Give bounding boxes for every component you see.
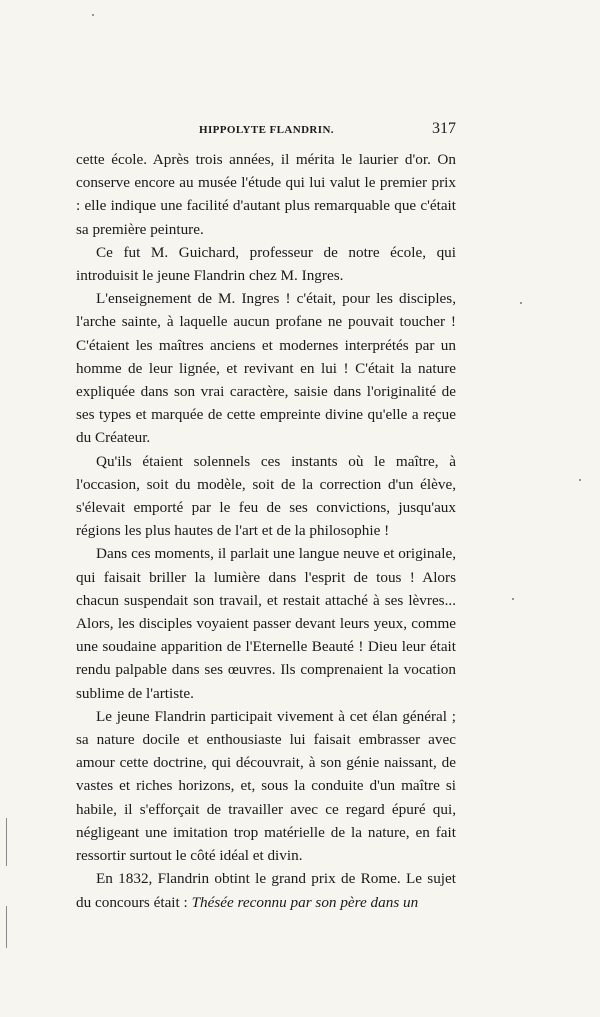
body-text <box>76 148 456 914</box>
page-number: 317 <box>432 120 456 137</box>
scan-speck <box>579 479 581 481</box>
page-header <box>76 120 456 144</box>
paragraph: Qu'ils étaient solennels ces instants où le maître, à l'occasion, soit du modèle, soit de la correction d'un élève, s'élevait emporté par le feu de ses convictions, jusqu'aux régions les plus hautes de l'art et de la philosophie ! <box>76 452 456 540</box>
scan-speck <box>520 302 522 304</box>
paragraph: L'enseignement de M. Ingres ! c'était, pour les disciples, l'arche sainte, à laquelle aucun profane ne pouvait toucher ! C'étaient les maîtres anciens et modernes interprétés par un homme de leur lignée, et revivant en lui ! C'était la nature expliquée dans son vrai caractère, saisie dans l'originalité de ses types et marquée de cette empreinte divine qu'elle a reçue du Créateur. <box>76 290 456 447</box>
paragraph: Dans ces moments, il parlait une langue neuve et originale, qui faisait briller la lumière dans l'esprit de tous ! Alors chacun suspendait son travail, et restait attaché à ses lèvres... Alors, les disciples voyaient passer devant leurs yeux, comme une soudaine apparition de l'Eternelle Beauté ! Dieu leur était rendu palpable dans ses œuvres. Ils comprenaient la vocation sublime de l'artiste. <box>76 545 456 702</box>
paragraph <box>76 867 456 913</box>
paragraph-text: En 1832, Flandrin obtint le grand prix de Rome. Le sujet du concours était : <box>76 870 456 911</box>
italic-title: Thésée reconnu par son père dans un <box>191 893 419 911</box>
running-head: HIPPOLYTE FLANDRIN. <box>199 124 334 136</box>
scan-margin-mark <box>6 818 7 866</box>
paragraph: Le jeune Flandrin participait vivement à cet élan général ; sa nature docile et enthousiaste lui faisait embrasser avec amour cette doctrine, qui découvrait, à son génie naissant, de vastes et riches horizons, et, sous la conduite d'un maître si habile, il s'efforçait de travailler avec ce regard épuré qui, négligeant une imitation trop matérielle de la nature, en fait ressortir surtout le côté idéal et divin. <box>76 707 456 865</box>
scan-speck <box>92 14 94 16</box>
paragraph: cette école. Après trois années, il mérita le laurier d'or. On conserve encore au musée l'étude qui lui valut le premier prix : elle indique une facilité d'autant plus remarquable que c'était sa première peinture. <box>76 151 456 238</box>
paragraph: Ce fut M. Guichard, professeur de notre école, qui introduisit le jeune Flandrin chez M. Ingres. <box>76 243 456 285</box>
scan-margin-mark <box>6 906 7 948</box>
scan-speck <box>512 598 514 600</box>
